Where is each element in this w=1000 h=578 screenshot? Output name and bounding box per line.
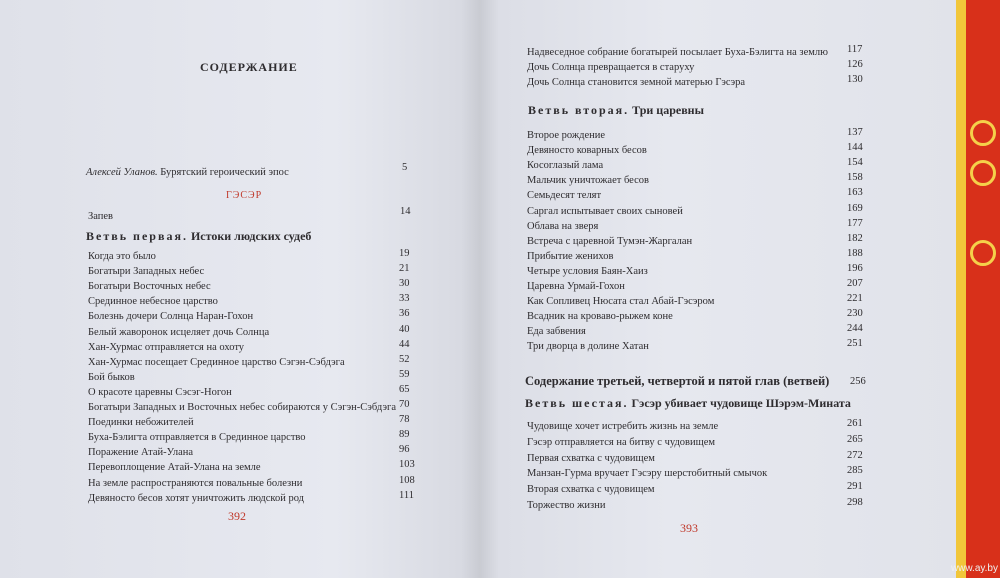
toc-entry-page: 117 — [847, 44, 863, 55]
toc-entry-page: 177 — [847, 217, 863, 229]
toc-entry-page: 40 — [399, 323, 410, 335]
toc-entry-title: Буха-Бэлигта отправляется в Срединное царство — [88, 432, 306, 444]
branch-6-label: Ветвь шестая. — [525, 396, 629, 410]
toc-entry-page: 59 — [399, 368, 410, 380]
toc-entry-title: Богатыри Восточных небес — [88, 281, 211, 293]
toc-entry-page: 108 — [399, 474, 415, 486]
toc-entry-title: Поражение Атай-Улана — [88, 447, 194, 459]
toc-entry-page: 163 — [847, 187, 863, 199]
toc-entry-page: 251 — [847, 338, 863, 350]
toc-entry-page: 78 — [399, 414, 410, 426]
toc-entry-page: 182 — [847, 232, 863, 244]
toc-entry-page: 144 — [847, 142, 863, 154]
zapev-page: 14 — [400, 206, 411, 217]
toc-entry-title: Царевна Урмай-Гохон — [527, 281, 625, 292]
toc-entry-title: Торжество жизни — [527, 500, 606, 511]
toc-entry-page: 126 — [847, 59, 863, 70]
toc-entry-page: 272 — [847, 449, 863, 461]
toc-entry-page: 244 — [847, 323, 863, 335]
branch-2-title: Три царевны — [632, 103, 704, 117]
branch-6-heading — [525, 396, 851, 411]
page-number-right: 393 — [680, 521, 698, 535]
toc-entry-title: Бой быков — [88, 371, 135, 383]
toc-entry-title: Богатыри Западных и Восточных небес собираются у Сэгэн-Сэбдэга — [88, 402, 396, 413]
contents-title: СОДЕРЖАНИЕ — [200, 60, 298, 74]
toc-entry-title: Когда это было — [88, 251, 156, 262]
toc-entry-page: 111 — [399, 489, 414, 501]
toc-entry-title: Поединки небожителей — [88, 417, 194, 429]
toc-entry-title: Гэсэр отправляется на битву с чудовищем — [527, 436, 716, 448]
toc-entry-title: Всадник на кроваво-рыжем коне — [527, 311, 673, 323]
toc-entry-title: Чудовище хочет истребить жизнь на земле — [527, 421, 719, 432]
toc-entry-page: 96 — [399, 444, 410, 456]
section-label: ГЭСЭР — [226, 190, 263, 201]
left-page — [0, 0, 480, 578]
toc-entry-page: 265 — [847, 433, 863, 445]
toc-entry-title: Мальчик уничтожает бесов — [527, 175, 649, 187]
toc-entry-page: 130 — [847, 74, 863, 85]
toc-entry-page: 103 — [399, 459, 415, 471]
toc-entry-title: Три дворца в долине Хатан — [527, 341, 649, 353]
toc-entry-title: Хан-Хурмас отправляется на охоту — [88, 341, 245, 353]
toc-entry-title: Облава на зверя — [527, 220, 599, 232]
toc-entry-page: 70 — [399, 399, 410, 410]
branch-1-heading — [86, 229, 311, 244]
toc-entry-title: Надвеседное собрание богатырей посылает Буха-Бэлигта на землю — [527, 47, 828, 58]
toc-entry-page: 158 — [847, 172, 863, 184]
toc-entry-page: 291 — [847, 481, 863, 493]
toc-entry-title: Семьдесят телят — [527, 190, 602, 202]
toc-entry-page: 137 — [847, 127, 863, 138]
book-cover-edge — [950, 0, 1000, 578]
summary-page: 256 — [850, 376, 866, 387]
toc-entry-title: Как Сопливец Нюсата стал Абай-Гэсэром — [527, 296, 715, 308]
right-page — [480, 0, 956, 578]
toc-entry-page: 21 — [399, 263, 410, 275]
toc-entry-title: Дочь Солнца становится земной матерью Гэсэра — [527, 77, 746, 88]
toc-entry-page: 261 — [847, 418, 863, 429]
cover-ornament — [970, 240, 996, 266]
toc-entry-title: Хан-Хурмас посещает Срединное царство Сэгэн-Сэбдэга — [88, 356, 345, 368]
toc-entry-page: 196 — [847, 262, 863, 274]
toc-entry-title: Четыре условия Баян-Хаиз — [527, 265, 648, 277]
zapev-title: Запев — [88, 211, 114, 222]
toc-entry-title: Срединное небесное царство — [88, 296, 218, 308]
toc-entry-page: 154 — [847, 157, 863, 169]
toc-entry-page: 169 — [847, 202, 863, 214]
toc-entry-page: 285 — [847, 465, 863, 477]
summary-heading: Содержание третьей, четвертой и пятой глав (ветвей) — [525, 374, 830, 388]
watermark: www.ay.by — [950, 563, 998, 574]
toc-entry-title: Еда забвения — [527, 326, 586, 338]
page-number-left: 392 — [228, 509, 246, 523]
branch-1-title: Истоки людских судеб — [190, 229, 312, 243]
cover-ornament — [970, 160, 996, 186]
toc-entry-title: Болезнь дочери Солнца Наран-Гохон — [88, 311, 254, 323]
intro-page: 5 — [402, 162, 408, 173]
toc-entry-page: 44 — [399, 338, 410, 350]
toc-entry-title: Косоглазый лама — [527, 160, 604, 172]
branch-2-label: Ветвь вторая. — [528, 103, 630, 117]
toc-entry-title: Второе рождение — [527, 130, 606, 141]
toc-entry-title: Вторая схватка с чудовищем — [527, 484, 655, 496]
toc-entry-page: 52 — [399, 353, 410, 365]
toc-entry-title: Встреча с царевной Тумэн-Жаргалан — [527, 235, 693, 247]
branch-2-heading — [528, 103, 704, 118]
toc-entry-page: 30 — [399, 278, 410, 290]
toc-entry-page: 33 — [399, 293, 410, 305]
toc-entry-page: 36 — [399, 308, 410, 320]
toc-entry-page: 298 — [847, 497, 863, 508]
branch-1-label: Ветвь первая. — [86, 229, 188, 243]
toc-entry-title: О красоте царевны Сэсэг-Ногон — [88, 386, 232, 398]
toc-entry-page: 230 — [847, 308, 863, 320]
branch-6-title: Гэсэр убивает чудовище Шэрэм-Мината — [631, 396, 851, 410]
toc-entry-page: 19 — [399, 248, 410, 259]
cover-ornament — [970, 120, 996, 146]
cover-ornament-band — [956, 0, 966, 578]
toc-entry-title: Девяносто бесов хотят уничтожить людской род — [88, 492, 305, 504]
toc-entry-title: Девяносто коварных бесов — [527, 145, 647, 157]
toc-entry-title: На земле распространяются повальные болезни — [88, 477, 303, 489]
toc-entry-page: 65 — [399, 383, 410, 395]
intro-title: Бурятский героический эпос — [160, 167, 289, 178]
toc-entry-page: 221 — [847, 293, 863, 305]
toc-entry-title: Прибытие женихов — [527, 250, 614, 262]
toc-entry-page: 207 — [847, 278, 863, 289]
toc-entry-title: Перевоплощение Атай-Улана на земле — [88, 462, 261, 474]
toc-entry-title: Дочь Солнца превращается в старуху — [527, 62, 695, 73]
toc-entry-page: 89 — [399, 429, 410, 441]
intro-entry — [86, 167, 289, 178]
toc-entry-title: Саргал испытывает своих сыновей — [527, 205, 683, 217]
toc-entry-page: 188 — [847, 247, 863, 259]
toc-entry-title: Манзан-Гурма вручает Гэсэру шерстобитный смычок — [527, 468, 768, 480]
toc-entry-title: Первая схватка с чудовищем — [527, 452, 655, 464]
toc-entry-title: Богатыри Западных небес — [88, 266, 205, 278]
toc-entry-title: Белый жаворонок исцеляет дочь Солнца — [88, 326, 270, 338]
intro-author: Алексей Уланов. — [86, 167, 158, 178]
